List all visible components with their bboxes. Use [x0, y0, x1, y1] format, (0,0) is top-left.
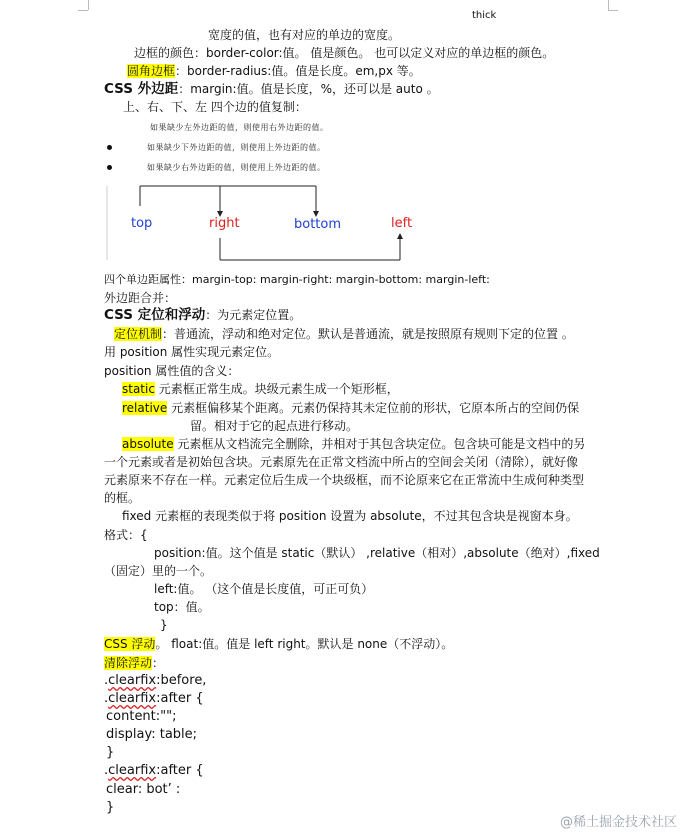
position-meaning-line: position 属性值的含义：	[104, 364, 240, 378]
position-title: CSS 定位和浮动	[104, 307, 206, 323]
diagram-label-left: left	[391, 216, 413, 231]
absolute-text-4: 的框。	[104, 491, 141, 505]
border-radius-label: 圆角边框	[127, 64, 176, 78]
relative-text: 元素框偏移某个距离。元素仍保持其未定位前的形状，它原本所占的空间仍保	[167, 401, 580, 415]
use-position-line: 用 position 属性实现元素定位。	[104, 345, 280, 359]
mechanism-line	[114, 327, 574, 341]
border-width-tail: 宽度的值，也有对应的单边的宽度。	[208, 28, 401, 42]
diagram-label-bottom: bottom	[294, 217, 342, 232]
clearfix-after2-rest: :after {	[156, 763, 204, 778]
rule-close-1: }	[106, 745, 115, 760]
absolute-line	[122, 437, 585, 451]
clearfix-selector: clearfix	[108, 763, 157, 778]
clear-colon: ：	[152, 656, 165, 670]
static-label: static	[122, 382, 155, 396]
margin-copy-line: 上、右、下、左 四个边的值复制：	[123, 100, 307, 114]
format-close: }	[160, 618, 168, 632]
clearfix-before-rest: :before,	[156, 673, 207, 688]
float-label: CSS 浮动	[104, 637, 156, 651]
clearfix-selector: clearfix	[108, 673, 157, 688]
clear-both-line: clear: bot’ :	[106, 782, 181, 797]
note-line-3: 如果缺少右外边距的值，则使用上外边距的值。	[147, 163, 326, 172]
absolute-text-2: 一个元素或者是初始包含块。元素原先在正常文档流中所占的空间会关闭（清除），就好像	[104, 455, 579, 469]
fixed-line: fixed 元素框的表现类似于将 position 设置为 absolute，不过其包含块是视窗本身。	[122, 509, 578, 523]
clearfix-after-line	[104, 691, 204, 706]
relative-text-2: 留。相对于它的起点进行移动。	[190, 419, 359, 433]
format-left: left:值。 （这个值是长度值，可正可负）	[154, 582, 374, 596]
clearfix-dot: .	[104, 691, 109, 706]
bullet-icon	[107, 145, 112, 150]
position-heading-line	[104, 308, 301, 322]
margin-order-diagram	[104, 180, 444, 268]
margin-title: CSS 外边距	[104, 81, 179, 97]
absolute-text: 元素框从文档流完全删除，并相对于其包含块定位。包含块可能是文档中的另	[173, 437, 586, 451]
clear-label: 清除浮动	[104, 656, 153, 670]
clearfix-after-rest: :after {	[156, 691, 204, 706]
mechanism-rest: ：普通流，浮动和绝对定位。默认是普通流，就是按照原有规则下定的位置 。	[162, 327, 574, 341]
diagram-label-top: top	[131, 216, 153, 231]
margin-heading-line	[104, 82, 439, 96]
format-top: top：值。	[154, 600, 210, 614]
page-corner-mark	[608, 0, 609, 10]
diagram-label-right: right	[209, 216, 240, 231]
format-open: 格式：{	[104, 528, 148, 542]
four-margin-props: 四个单边距属性：margin-top: margin-right: margin-bottom: margin-left:	[104, 273, 490, 286]
note-line-2: 如果缺少下外边距的值，则使用上外边距的值。	[147, 143, 326, 152]
float-rest: 。 float:值。值是 left right。默认是 none（不浮动）。	[155, 637, 454, 651]
relative-label: relative	[122, 401, 168, 415]
absolute-label: absolute	[122, 437, 174, 451]
note-line-1: 如果缺少左外边距的值，则使用右外边距的值。	[150, 123, 329, 132]
margin-collapse: 外边距合并：	[104, 291, 177, 305]
format-position-2: （固定）里的一个。	[104, 564, 213, 578]
page-corner-mark	[78, 10, 88, 11]
rule-close-2: }	[106, 800, 115, 815]
display-line: display: table;	[106, 727, 198, 742]
absolute-text-3: 元素原来不存在一样。元素定位后生成一个块级框，而不论原来它在正常流中生成何种类型	[104, 473, 585, 487]
float-line	[104, 637, 453, 651]
content-line: content:"";	[106, 709, 177, 724]
clearfix-dot: .	[104, 763, 109, 778]
mechanism-label: 定位机制	[114, 327, 163, 341]
page-corner-mark	[608, 10, 618, 11]
relative-line	[122, 401, 579, 415]
clearfix-before-line	[104, 673, 206, 688]
border-color-line: 边框的颜色：border-color:值。 值是颜色。 也可以定义对应的单边框的颜色。	[134, 46, 555, 60]
clear-line	[104, 656, 164, 670]
position-title-rest: ：为元素定位置。	[205, 308, 302, 322]
margin-rest: ：margin:值。值是长度，%，还可以是 auto 。	[178, 82, 439, 96]
clearfix-selector: clearfix	[108, 691, 157, 706]
page-corner-mark	[88, 0, 89, 10]
watermark: @稀土掘金技术社区	[560, 815, 678, 830]
clearfix-dot: .	[104, 673, 109, 688]
static-line	[122, 382, 399, 396]
clearfix-after-line-2	[104, 763, 204, 778]
format-position: position:值。这个值是 static（默认） ,relative（相对）,absolute（绝对）,fixed	[154, 546, 600, 560]
thick-word: thick	[472, 10, 497, 21]
static-text: 元素框正常生成。块级元素生成一个矩形框，	[154, 382, 399, 396]
bullet-icon	[107, 165, 112, 170]
border-radius-line	[127, 64, 421, 78]
border-radius-rest: ：border-radius:值。值是长度。em,px 等。	[175, 64, 421, 78]
